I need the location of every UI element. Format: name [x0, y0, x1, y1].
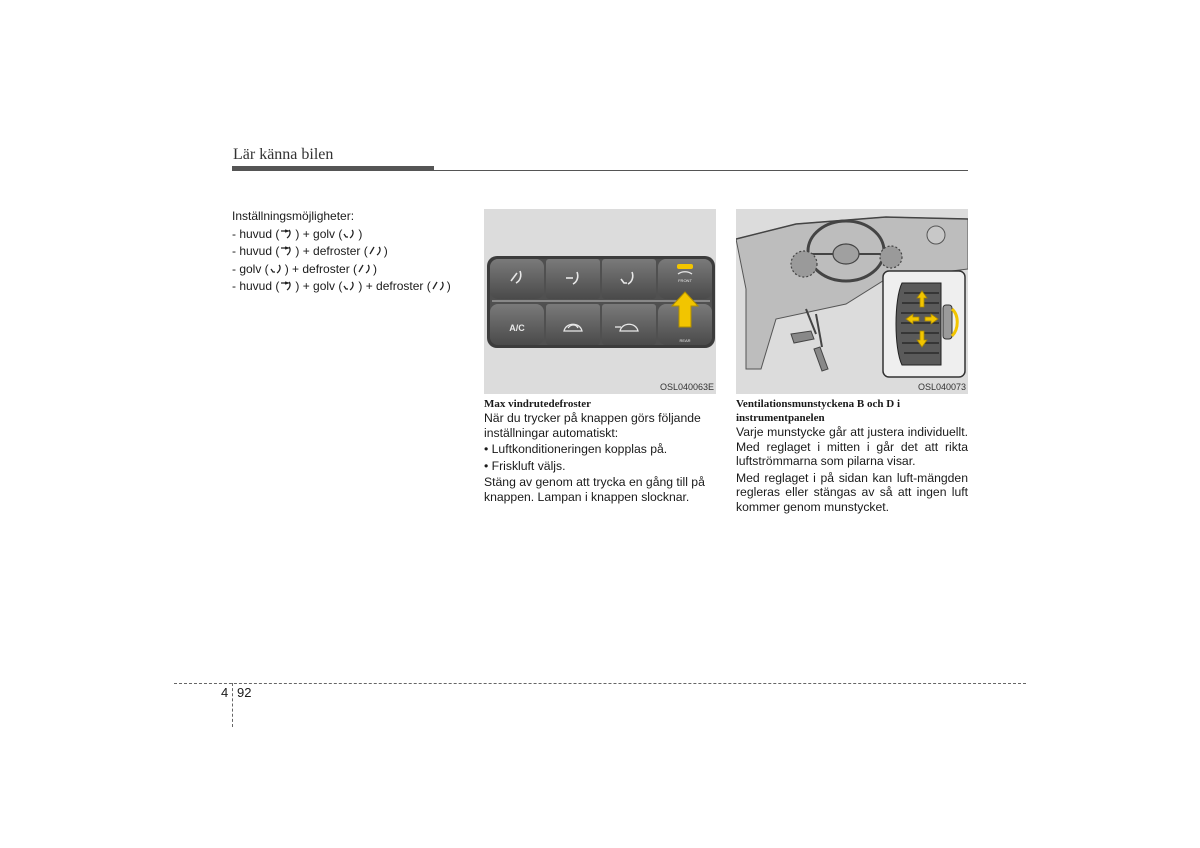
footer-separator: [232, 683, 233, 727]
section-title-line: Ventilationsmunstyckena B och D i: [736, 398, 901, 410]
side-control-wheel: [943, 305, 952, 339]
bullet-item: • Friskluft väljs.: [484, 458, 566, 473]
front-defrost-lamp: [677, 264, 693, 269]
head-vent-icon: [279, 280, 295, 292]
dashboard-illustration: [736, 209, 968, 394]
section-paragraph: Varje munstycke går att justera individuellt. Med reglaget i mitten i går det att rikta luftströmmarna som pilarna visar.: [736, 425, 968, 469]
settings-text: - huvud (: [232, 244, 280, 258]
settings-text: ): [373, 261, 378, 276]
head-vent-icon: [279, 228, 295, 240]
settings-text: - huvud (: [232, 279, 280, 293]
settings-text: ) + defroster (: [358, 279, 431, 293]
rear-label: REAR: [679, 338, 691, 343]
floor-vent-icon: [269, 263, 285, 275]
header-rule-thin: [232, 170, 968, 171]
footer-rule: [174, 683, 1026, 684]
section-title: Max vindrutedefroster: [484, 398, 592, 410]
section-paragraph: Stäng av genom att trycka en gång till på knappen. Lampan i knappen slocknar.: [484, 475, 705, 504]
settings-line-4: [232, 278, 472, 296]
vents-section: [736, 397, 968, 515]
figure-code: OSL040073: [917, 382, 966, 392]
chapter-number: 4: [221, 685, 229, 700]
head-floor-vent-button[interactable]: [546, 259, 600, 299]
head-vent-button[interactable]: [490, 259, 544, 299]
settings-intro: [232, 208, 472, 296]
climate-panel-figure: [484, 209, 716, 394]
settings-text: ) + golv (: [295, 279, 343, 293]
floor-vent-button[interactable]: [602, 259, 656, 299]
max-defrost-section: [484, 397, 716, 505]
figure-code: OSL040063E: [659, 382, 714, 392]
section-title-line: instrumentpanelen: [736, 412, 825, 424]
settings-text: ) + defroster (: [295, 244, 368, 258]
defrost-floor-icon: [431, 280, 447, 292]
settings-line-1: [232, 226, 472, 244]
page-header-title: Lär känna bilen: [233, 146, 334, 163]
settings-text: ) + golv (: [295, 226, 343, 241]
settings-text: ) + defroster (: [284, 261, 358, 276]
vent-d-marker: [880, 246, 902, 268]
head-vent-icon: [279, 245, 295, 257]
floor-vent-icon: [342, 228, 358, 240]
settings-heading: Inställningsmöjligheter:: [232, 209, 355, 223]
settings-text: - golv (: [232, 261, 269, 276]
climate-panel-illustration: [484, 209, 716, 394]
settings-text: - huvud (: [232, 226, 280, 241]
settings-text: ): [358, 226, 363, 241]
settings-text: ): [383, 244, 388, 258]
bullet-item: • Luftkonditioneringen kopplas på.: [484, 442, 668, 457]
front-label: FRONT: [678, 278, 692, 283]
section-paragraph: När du trycker på knappen görs följande inställningar automatiskt:: [484, 411, 701, 440]
settings-line-2: [232, 243, 472, 261]
defrost-floor-icon: [357, 263, 373, 275]
ac-label: A/C: [509, 323, 525, 333]
vent-b-marker: [791, 251, 817, 277]
page-number: 92: [237, 685, 252, 700]
dashboard-vents-figure: [736, 209, 968, 394]
settings-line-3: [232, 261, 472, 279]
section-paragraph: Med reglaget i på sidan kan luft-mängden regleras eller stängas av så att ingen luft kommer genom munstycket.: [736, 470, 968, 514]
settings-text: ): [446, 279, 451, 293]
defrost-floor-icon: [368, 245, 384, 257]
floor-vent-icon: [342, 280, 358, 292]
